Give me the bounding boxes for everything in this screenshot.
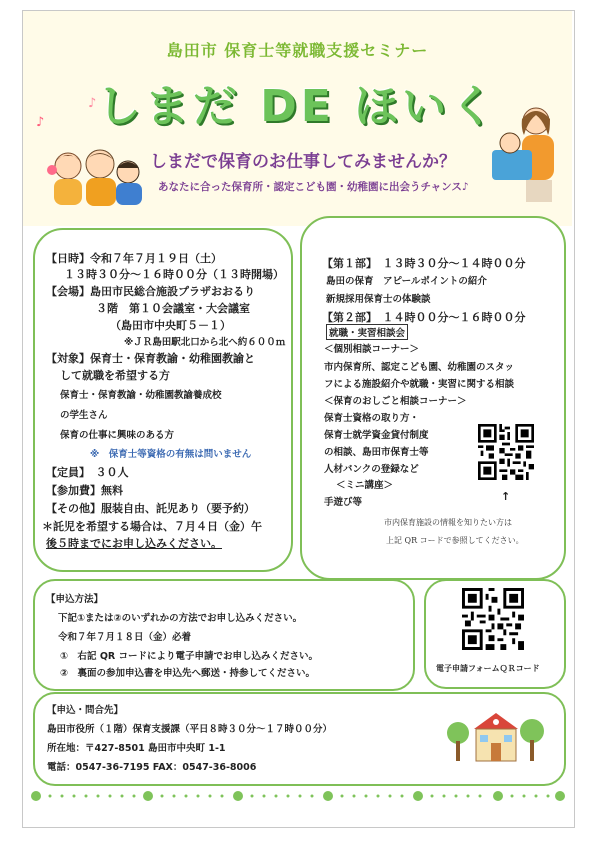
fee-line: 【参加費】無料 bbox=[46, 484, 123, 497]
contact-phone: 電話：0547-36-7195 FAX：0547-36-8006 bbox=[47, 762, 257, 773]
decorative-frog-border bbox=[28, 789, 568, 803]
school-building-icon bbox=[446, 707, 546, 767]
corner-mini-lecture-line: 手遊び等 bbox=[324, 497, 363, 508]
music-note-icon: ♪ bbox=[36, 115, 45, 130]
corner-individual-line-2: フによる施設紹介や就職・実習に関する相談 bbox=[324, 379, 515, 390]
application-qr-caption: 電子申請フォームＱＲコード bbox=[436, 664, 540, 673]
caregiver-illustration bbox=[488, 105, 568, 210]
childcare-deadline: 後５時までにお申し込みください。 bbox=[46, 537, 222, 550]
corner-individual-line-1: 市内保育所、認定こども園、幼稚園のスタッ bbox=[324, 362, 515, 373]
venue-room: ３階 第１０会議室・大会議室 bbox=[96, 302, 250, 315]
corner-individual: ＜個別相談コーナー＞ bbox=[324, 344, 420, 355]
organizer-title: 島田市 保育士等就職支援セミナー bbox=[166, 41, 429, 60]
part2-label: 【第２部】 １４時００分～１６時００分 bbox=[322, 311, 526, 324]
part1-label: 【第１部】 １３時３０分～１４時００分 bbox=[322, 257, 526, 270]
contact-office: 島田市役所（１階）保育支援課（平日８時３０分～１７時００分） bbox=[47, 724, 333, 735]
childcare-note: ＊託児を希望する場合は、７月４日（金）午 bbox=[42, 520, 262, 533]
corner-mini-lecture: ＜ミニ講座＞ bbox=[336, 480, 394, 491]
corner-work-line-2: 保育士就学資金貸付制度 bbox=[324, 430, 429, 441]
part1-line-1: 島田の保育 アピールポイントの紹介 bbox=[326, 276, 487, 287]
corner-work: ＜保育のおしごと相談コーナー＞ bbox=[324, 396, 467, 407]
application-deadline: 令和７年７月１８日（金）必着 bbox=[58, 632, 192, 643]
capacity-line: 【定員】 ３０人 bbox=[46, 466, 129, 479]
target-line-5: 保育の仕事に興味のある方 bbox=[60, 430, 175, 441]
date-line: 【日時】令和７年７月１９日（土） bbox=[46, 252, 222, 265]
music-note-icon: ♪ bbox=[88, 96, 97, 111]
target-line-3: 保育士・保育教諭・幼稚園教諭養成校 bbox=[60, 390, 222, 401]
qr-note-line-1: 市内保育施設の情報を知りたい方は bbox=[384, 518, 512, 527]
part2-title: 就職・実習相談会 bbox=[326, 324, 408, 340]
target-line-2: して就職を希望する方 bbox=[60, 369, 170, 382]
application-heading: 【申込方法】 bbox=[46, 594, 104, 605]
part1-line-2: 新規採用保育士の体験談 bbox=[326, 294, 431, 305]
corner-work-line-3: の相談、島田市保育士等 bbox=[324, 447, 429, 458]
contact-heading: 【申込・問合先】 bbox=[47, 705, 124, 716]
time-line: １３時３０分～１６時００分（１３時開場） bbox=[64, 268, 284, 281]
venue-access: ※ＪＲ島田駅北口から北へ約６００ｍ bbox=[124, 337, 286, 348]
venue-line: 【会場】島田市民総合施設プラザおおるり bbox=[46, 285, 255, 298]
subtitle: しまだで保育のお仕事してみませんか？ bbox=[150, 152, 456, 172]
target-line: 【対象】保育士・保育教諭・幼稚園教諭と bbox=[46, 352, 255, 365]
arrow-up-icon: ↑ bbox=[501, 490, 511, 503]
application-method-1: ① 右記 QR コードにより電子申請でお申し込みください。 bbox=[60, 651, 319, 662]
tagline: あなたに合った保育所・認定こども園・幼稚園に出会うチャンス♪ bbox=[158, 181, 469, 193]
corner-work-line-4: 人材バンクの登録など bbox=[324, 464, 419, 475]
target-line-4: の学生さん bbox=[60, 410, 108, 421]
children-illustration bbox=[40, 148, 150, 210]
facility-info-qr-code[interactable] bbox=[478, 424, 534, 480]
main-title: しまだ DE ほいく bbox=[96, 81, 499, 132]
corner-work-line-1: 保育士資格の取り方・ bbox=[324, 413, 420, 424]
application-line-1: 下記①または②のいずれかの方法でお申し込みください。 bbox=[58, 613, 303, 624]
venue-address: （島田市中央町５－１） bbox=[110, 319, 231, 332]
other-line: 【その他】服装自由、託児あり（要予約） bbox=[46, 502, 255, 515]
application-method-2: ② 裏面の参加申込書を申込先へ郵送・持参してください。 bbox=[60, 668, 316, 679]
contact-address: 所在地：〒427-8501 島田市中央町 1-1 bbox=[47, 743, 226, 754]
target-note: ※ 保育士等資格の有無は問いません bbox=[90, 449, 252, 460]
application-form-qr-code[interactable] bbox=[462, 588, 524, 650]
qr-note-line-2: 上記 QR コードで参照してください。 bbox=[386, 536, 524, 545]
